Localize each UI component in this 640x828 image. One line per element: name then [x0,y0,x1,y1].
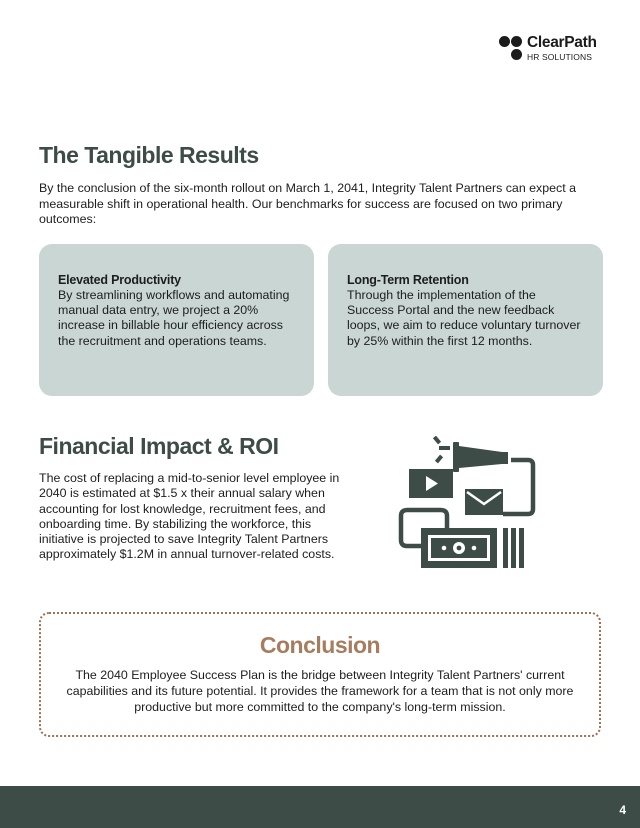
company-logo [499,33,609,65]
card-body: By streamlining workflows and automating manual data entry, we project a 20% increase in billable hour efficiency across the recruitment and operations teams. [58,288,290,348]
retention-card [328,244,603,396]
conclusion-body: The 2040 Employee Success Plan is the bridge between Integrity Talent Partners' current capabilities and its future potential. It provides the framework for a team that is not only more productive but more committed to the company's long-term mission. [66,668,574,714]
card-title: Elevated Productivity [58,273,181,287]
logo-name: ClearPath [527,34,597,51]
conclusion-box [39,612,601,737]
results-heading: The Tangible Results [39,142,259,168]
productivity-card [39,244,314,396]
page-footer [0,786,640,828]
logo-dots-icon [499,36,527,62]
card-title: Long-Term Retention [347,273,469,287]
card-body: Through the implementation of the Success Portal and the new feedback loops, we aim to reduce voluntary turnover by 25% within the first 12 months. [347,288,581,348]
financial-heading: Financial Impact & ROI [39,433,279,459]
page-number: 4 [619,803,626,817]
marketing-money-icon [395,436,545,572]
logo-tagline: HR SOLUTIONS [527,52,592,62]
financial-body: The cost of replacing a mid-to-senior level employee in 2040 is estimated at $1.5 x their annual salary when accounting for lost knowledge, recruitment fees, and onboarding time. By stabilizing the workforce, this initiative is projected to save Integrity Talent Partners approximately $1.2M in annual turnover-related costs. [39,471,340,562]
results-intro: By the conclusion of the six-month rollout on March 1, 2041, Integrity Talent Partners can expect a measurable shift in operational health. Our benchmarks for success are focused on two primary outcomes: [39,181,576,226]
conclusion-heading: Conclusion [259,632,381,658]
